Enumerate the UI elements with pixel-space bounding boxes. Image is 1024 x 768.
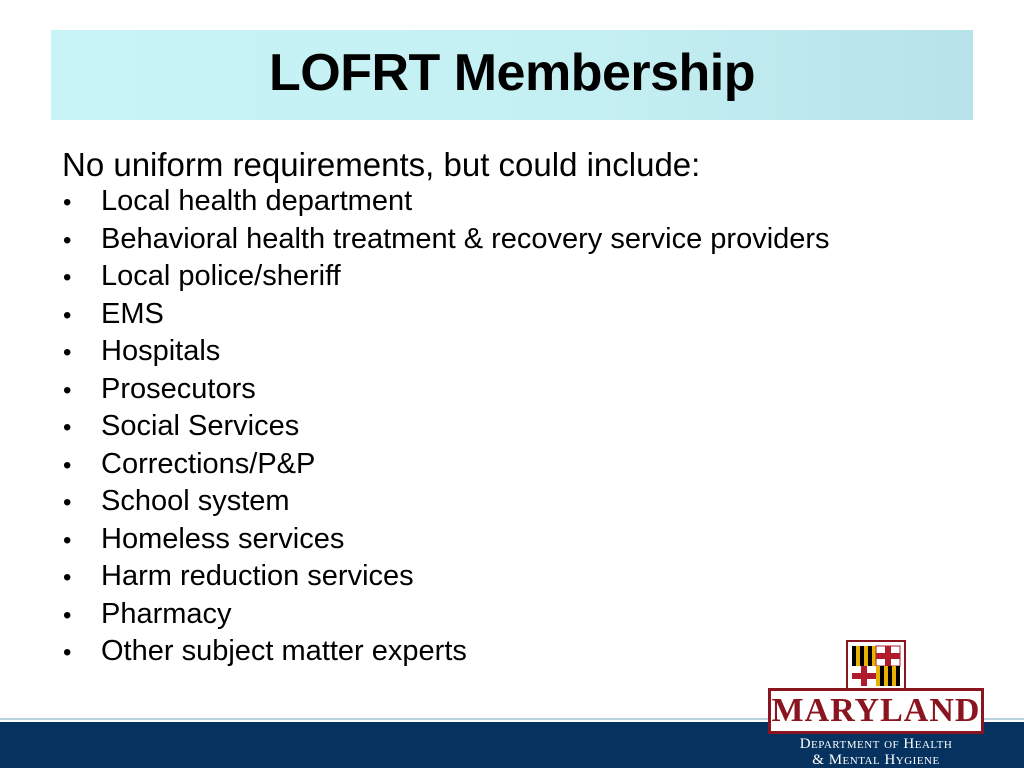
- list-item-text: Homeless services: [101, 522, 345, 555]
- list-item: [62, 335, 830, 373]
- bullet-icon: •: [63, 564, 72, 591]
- bullet-icon: •: [63, 526, 72, 554]
- list-item: [62, 223, 830, 261]
- bullet-icon: •: [63, 264, 72, 291]
- bullet-icon: •: [63, 639, 72, 666]
- list-item: [62, 373, 830, 411]
- bullet-icon: •: [63, 189, 72, 216]
- list-item: [62, 185, 830, 223]
- logo-wordmark: MARYLAND: [771, 692, 981, 729]
- bullet-list: [62, 185, 830, 673]
- list-item-text: Pharmacy: [101, 597, 232, 630]
- bullet-icon: •: [63, 339, 72, 366]
- list-item: [62, 560, 830, 598]
- bullet-icon: •: [63, 376, 72, 404]
- bullet-icon: •: [63, 414, 72, 441]
- logo-dept-line2: & Mental Hygiene: [812, 752, 940, 768]
- bullet-icon: •: [63, 489, 72, 516]
- logo-dept-line1: Department of Health: [799, 736, 953, 752]
- list-item: [62, 260, 830, 298]
- list-item: [62, 298, 830, 336]
- maryland-flag-icon: [846, 640, 906, 692]
- flag-graphic: [848, 642, 904, 690]
- list-item: [62, 635, 830, 673]
- logo-wordmark-box: [768, 688, 984, 734]
- bullet-icon: •: [63, 226, 72, 254]
- list-item-text: Prosecutors: [101, 372, 256, 405]
- list-item-text: Local police/sheriff: [101, 260, 341, 292]
- list-item-text: EMS: [101, 297, 164, 330]
- list-item-text: Other subject matter experts: [101, 635, 467, 667]
- list-item-text: Hospitals: [101, 335, 221, 367]
- list-item: [62, 523, 830, 561]
- bullet-icon: •: [63, 601, 72, 629]
- list-item-text: Behavioral health treatment & recovery service providers: [101, 222, 830, 255]
- bullet-icon: •: [63, 301, 72, 329]
- list-item: [62, 410, 830, 448]
- list-item-text: Harm reduction services: [101, 560, 414, 592]
- list-item-text: Corrections/P&P: [101, 447, 316, 480]
- maryland-dhmh-logo: [766, 640, 986, 768]
- list-item: [62, 598, 830, 636]
- slide-title: LOFRT Membership: [268, 44, 756, 102]
- intro-text: No uniform requirements, but could include:: [62, 146, 701, 183]
- list-item-text: Local health department: [101, 185, 413, 217]
- title-bar: [51, 30, 973, 120]
- list-item-text: School system: [101, 485, 290, 517]
- logo-department: [766, 736, 986, 768]
- bullet-icon: •: [63, 451, 72, 479]
- list-item-text: Social Services: [101, 410, 300, 442]
- list-item: [62, 448, 830, 486]
- list-item: [62, 485, 830, 523]
